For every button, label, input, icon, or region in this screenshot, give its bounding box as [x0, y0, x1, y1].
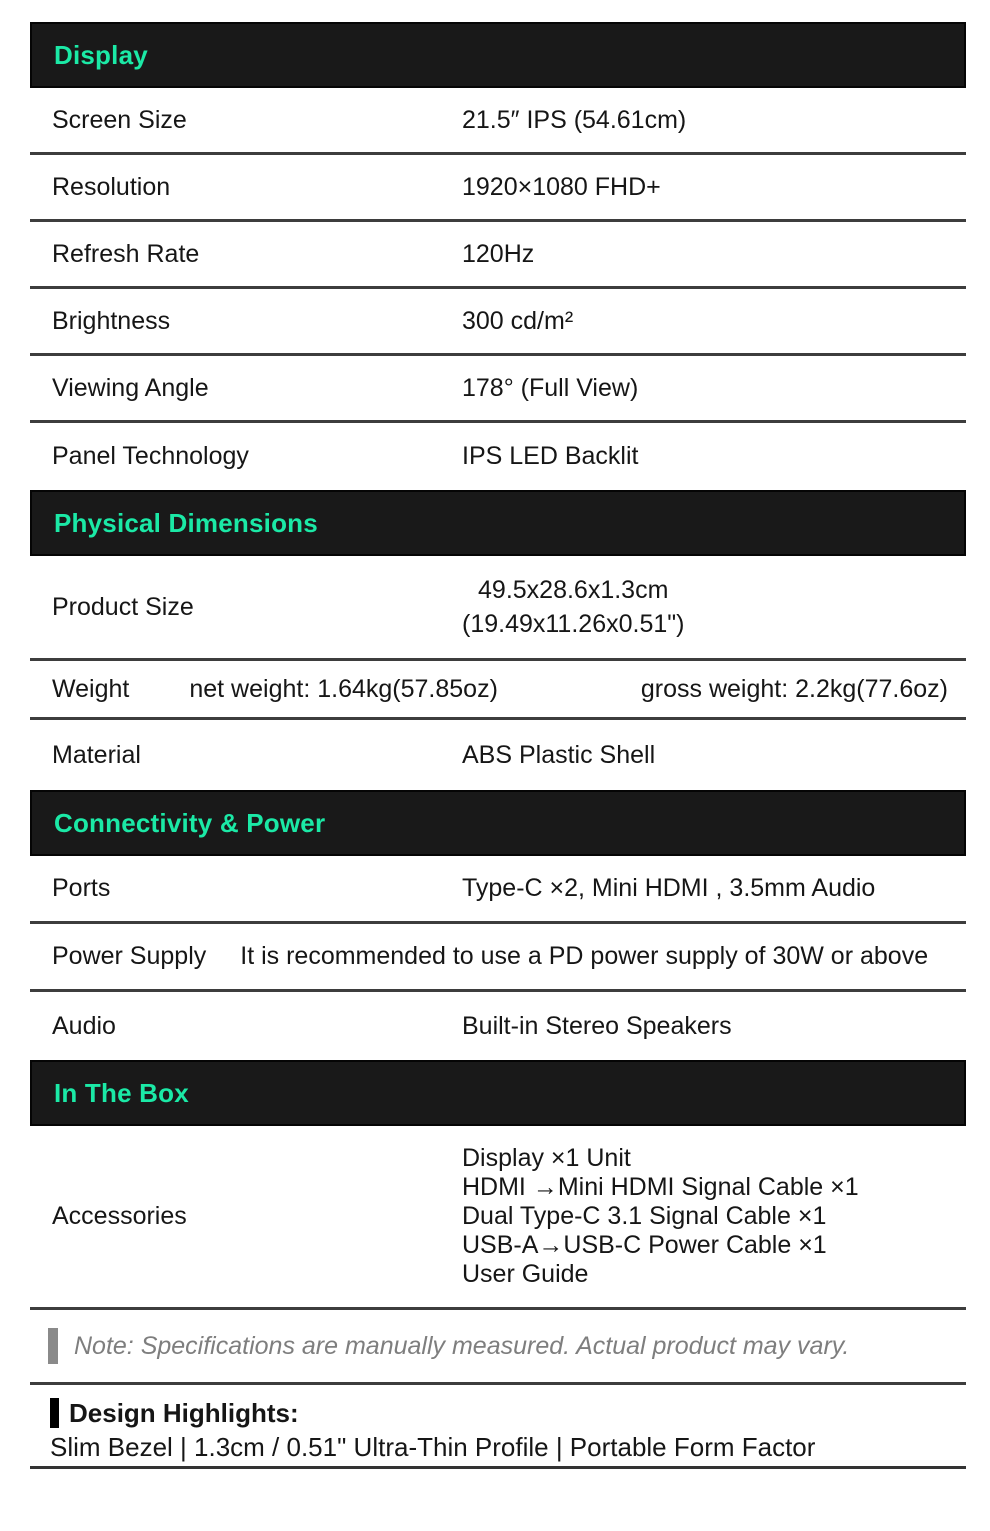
- design-highlights: [30, 1385, 966, 1469]
- spec-row-panel-technology: [30, 423, 966, 490]
- spec-row-viewing-angle: [30, 356, 966, 423]
- section-header-display: [30, 22, 966, 88]
- spec-label: Brightness: [52, 306, 171, 335]
- spec-value: ABS Plastic Shell: [462, 740, 656, 769]
- spec-row-resolution: [30, 155, 966, 222]
- gross-weight-value: gross weight: 2.2kg(77.6oz): [640, 674, 948, 703]
- section-header-physical-dimensions: [30, 490, 966, 556]
- spec-value: Type-C ×2, Mini HDMI , 3.5mm Audio: [462, 874, 876, 902]
- spec-row-weight: [30, 661, 966, 720]
- product-size-lines: [462, 573, 684, 641]
- note-marker-bar: [48, 1328, 58, 1364]
- spec-value: 178° (Full View): [462, 373, 639, 402]
- note-row: [30, 1310, 966, 1385]
- spec-value: [462, 573, 966, 641]
- spec-row-screen-size: [30, 88, 966, 155]
- spec-label: Power Supply: [52, 942, 207, 970]
- spec-value: IPS LED Backlit: [462, 442, 639, 470]
- design-highlights-title: Design Highlights:: [69, 1397, 299, 1428]
- note-text: Note: Specifications are manually measured. Actual product may vary.: [74, 1331, 850, 1360]
- design-marker-bar: [50, 1398, 59, 1428]
- spec-value: It is recommended to use a PD power supply of 30W or above: [240, 942, 929, 970]
- section-title-display: Display: [54, 39, 148, 70]
- accessory-item: Dual Type-C 3.1 Signal Cable ×1: [462, 1202, 827, 1230]
- spec-label: Accessories: [52, 1202, 187, 1230]
- spec-label: Material: [52, 740, 141, 769]
- spec-row-brightness: [30, 289, 966, 356]
- spec-label: Refresh Rate: [52, 239, 200, 268]
- spec-label: Ports: [52, 874, 111, 902]
- spec-label: Product Size: [52, 592, 194, 621]
- spec-row-material: [30, 720, 966, 790]
- product-size-imperial: (19.49x11.26x0.51"): [462, 610, 685, 638]
- spec-row-ports: [30, 856, 966, 924]
- product-size-metric: 49.5x28.6x1.3cm: [478, 576, 669, 604]
- spec-value: 21.5″ IPS (54.61cm): [462, 105, 687, 134]
- spec-row-refresh-rate: [30, 222, 966, 289]
- accessory-item: Display ×1 Unit: [462, 1144, 631, 1172]
- accessory-item: HDMI →Mini HDMI Signal Cable ×1: [462, 1173, 859, 1201]
- accessory-item: User Guide: [462, 1260, 589, 1288]
- section-title-in-the-box: In The Box: [54, 1077, 189, 1108]
- spec-value: [462, 1144, 966, 1289]
- spec-row-product-size: [30, 556, 966, 661]
- spec-value: 120Hz: [462, 239, 535, 268]
- accessory-item: USB-A→USB-C Power Cable ×1: [462, 1231, 827, 1259]
- design-highlights-title-row: [50, 1397, 966, 1429]
- spec-row-accessories: [30, 1126, 966, 1310]
- section-title-physical-dimensions: Physical Dimensions: [54, 507, 318, 538]
- spec-label: Audio: [52, 1011, 116, 1040]
- spec-value: 300 cd/m²: [462, 306, 574, 335]
- section-header-in-the-box: [30, 1060, 966, 1126]
- spec-label: Panel Technology: [52, 442, 249, 470]
- spec-label: Viewing Angle: [52, 373, 209, 402]
- spec-label: Resolution: [52, 172, 171, 201]
- design-highlights-text: Slim Bezel | 1.3cm / 0.51" Ultra-Thin Profile | Portable Form Factor: [50, 1432, 816, 1462]
- net-weight-value: net weight: 1.64kg(57.85oz): [189, 674, 498, 703]
- spec-label: Weight: [52, 674, 130, 703]
- spec-value: Built-in Stereo Speakers: [462, 1011, 732, 1040]
- spec-row-audio: [30, 992, 966, 1060]
- section-header-connectivity-power: [30, 790, 966, 856]
- spec-value: 1920×1080 FHD+: [462, 172, 661, 201]
- spec-label: Screen Size: [52, 105, 187, 134]
- section-title-connectivity-power: Connectivity & Power: [54, 807, 326, 838]
- accessories-list: [462, 1144, 966, 1289]
- spec-row-power-supply: [30, 924, 966, 992]
